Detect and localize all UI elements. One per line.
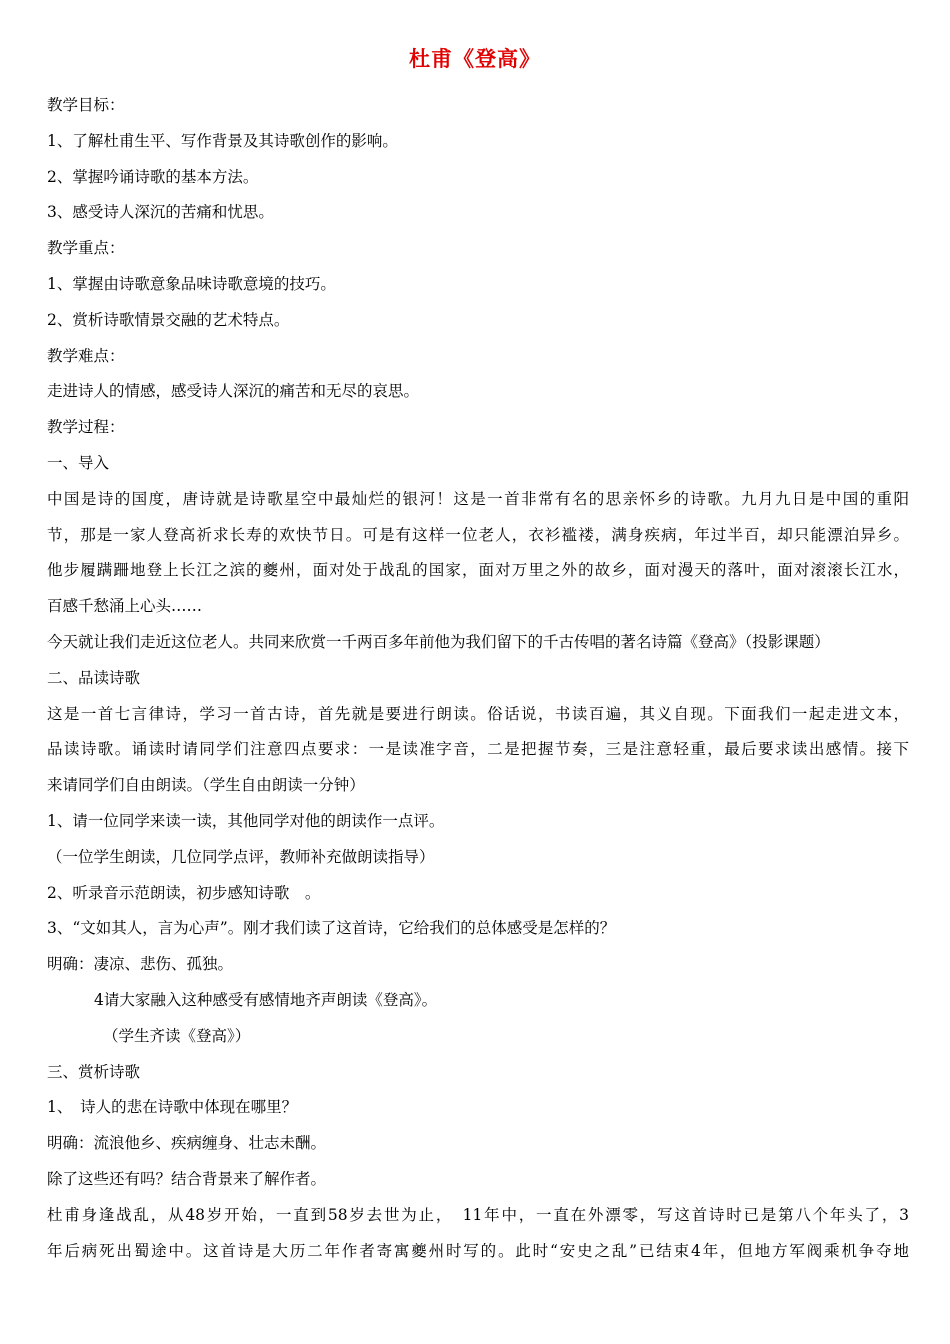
heading-key-points: 教学重点：: [47, 239, 125, 258]
paragraph-line: 来请同学们自由朗读。（学生自由朗读一分钟）: [47, 776, 365, 795]
paragraph-line: 年后病死出蜀途中。这首诗是大历二年作者寄寓夔州时写的。此时“安史之乱”已结束4年，但地方军阀乘机争夺地: [47, 1241, 909, 1260]
answer-line: 明确：凄凉、悲伤、孤独。: [47, 955, 234, 974]
section-reading: 二、品读诗歌: [47, 668, 141, 687]
key-point-item-2: 2、赏析诗歌情景交融的艺术特点。: [47, 310, 290, 329]
paragraph-line: 这是一首七言律诗，学习一首古诗，首先就是要进行朗读。俗话说，书读百遍，其义自现。下面我们一起走进文本，: [47, 704, 909, 723]
heading-process: 教学过程：: [47, 418, 125, 437]
document-body: [47, 88, 909, 1269]
paragraph-line: 杜甫身逢战乱，从48岁开始，一直到58岁去世为止， 11年中，一直在外漂零，写这首诗时已是第八个年头了，3: [47, 1205, 909, 1224]
difficulty-text: 走进诗人的情感，感受诗人深沉的痛苦和无尽的哀思。: [47, 382, 420, 401]
step-item-3: 3、“文如其人，言为心声”。刚才我们读了这首诗，它给我们的总体感受是怎样的？: [47, 919, 616, 938]
heading-difficulties: 教学难点：: [47, 346, 125, 365]
step-item-4: 4请大家融入这种感受有感情地齐声朗读《登高》。: [94, 990, 438, 1009]
section-introduction: 一、导入: [47, 453, 110, 472]
question-item-1: 1、 诗人的悲在诗歌中体现在哪里？: [47, 1098, 298, 1117]
paragraph-line: 百感千愁涌上心头……: [47, 597, 203, 616]
paragraph-line: 除了这些还有吗？结合背景来了解作者。: [47, 1169, 327, 1188]
step-note-1: （一位学生朗读，几位同学点评，教师补充做朗读指导）: [47, 847, 435, 866]
objective-item-1: 1、了解杜甫生平、写作背景及其诗歌创作的影响。: [47, 131, 398, 150]
step-item-2: 2、听录音示范朗读，初步感知诗歌 。: [47, 883, 321, 902]
paragraph-line: 品读诗歌。诵读时请同学们注意四点要求：一是读准字音，二是把握节奏，三是注意轻重，最后要求读出感情。接下: [47, 740, 909, 759]
key-point-item-1: 1、掌握由诗歌意象品味诗歌意境的技巧。: [47, 274, 336, 293]
answer-line: 明确：流浪他乡、疾病缠身、壮志未酬。: [47, 1134, 327, 1153]
paragraph-line: 中国是诗的国度，唐诗就是诗歌星空中最灿烂的银河！这是一首非常有名的思亲怀乡的诗歌。九月九日是中国的重阳: [47, 489, 909, 508]
paragraph-line: 今天就让我们走近这位老人。共同来欣赏一千两百多年前他为我们留下的千古传唱的著名诗篇《登高》（投影课题）: [47, 632, 830, 651]
step-note-4: （学生齐读《登高》）: [103, 1026, 251, 1045]
heading-objectives: 教学目标：: [47, 96, 125, 114]
step-item-1: 1、请一位同学来读一读，其他同学对他的朗读作一点评。: [47, 811, 445, 830]
paragraph-line: 他步履蹒跚地登上长江之滨的夔州，面对处于战乱的国家，面对万里之外的故乡，面对漫天的落叶，面对滚滚长江水，: [47, 561, 909, 580]
objective-item-3: 3、感受诗人深沉的苦痛和忧思。: [47, 203, 274, 222]
paragraph-line: 节，那是一家人登高祈求长寿的欢快节日。可是有这样一位老人，衣衫褴褛，满身疾病，年过半百，却只能漂泊异乡。: [47, 525, 909, 544]
section-appreciation: 三、赏析诗歌: [47, 1062, 141, 1081]
document-title: 杜甫《登高》: [409, 46, 541, 71]
objective-item-2: 2、掌握吟诵诗歌的基本方法。: [47, 167, 259, 186]
